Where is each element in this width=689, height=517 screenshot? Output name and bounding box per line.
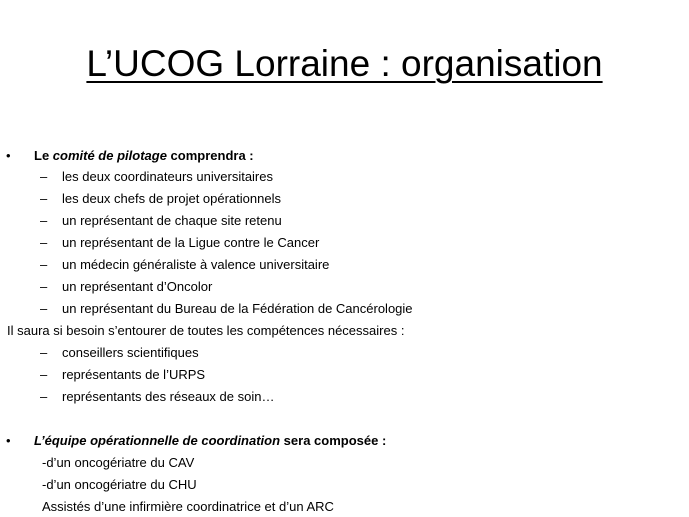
bullet-marker: •	[6, 433, 11, 448]
dash-marker: –	[40, 257, 48, 272]
dash-marker: –	[40, 367, 48, 382]
heading-italic: L’équipe opérationnelle de coordination	[34, 433, 281, 448]
dash-marker: –	[40, 301, 48, 316]
dash-marker: –	[40, 389, 48, 404]
heading-suffix: sera composée :	[280, 433, 387, 448]
heading-suffix: comprendra :	[166, 148, 254, 163]
dash-marker: –	[40, 191, 48, 206]
heading-italic: comité de pilotage	[52, 148, 167, 163]
dash-marker: –	[40, 279, 48, 294]
heading-prefix: Le	[34, 148, 53, 163]
slide-title: L’UCOG Lorraine : organisation	[86, 43, 603, 84]
dash-marker: –	[40, 235, 48, 250]
dash-marker: –	[40, 213, 48, 228]
bullet-marker: •	[6, 148, 11, 163]
dash-marker: –	[40, 345, 48, 360]
dash-marker: –	[40, 169, 48, 184]
